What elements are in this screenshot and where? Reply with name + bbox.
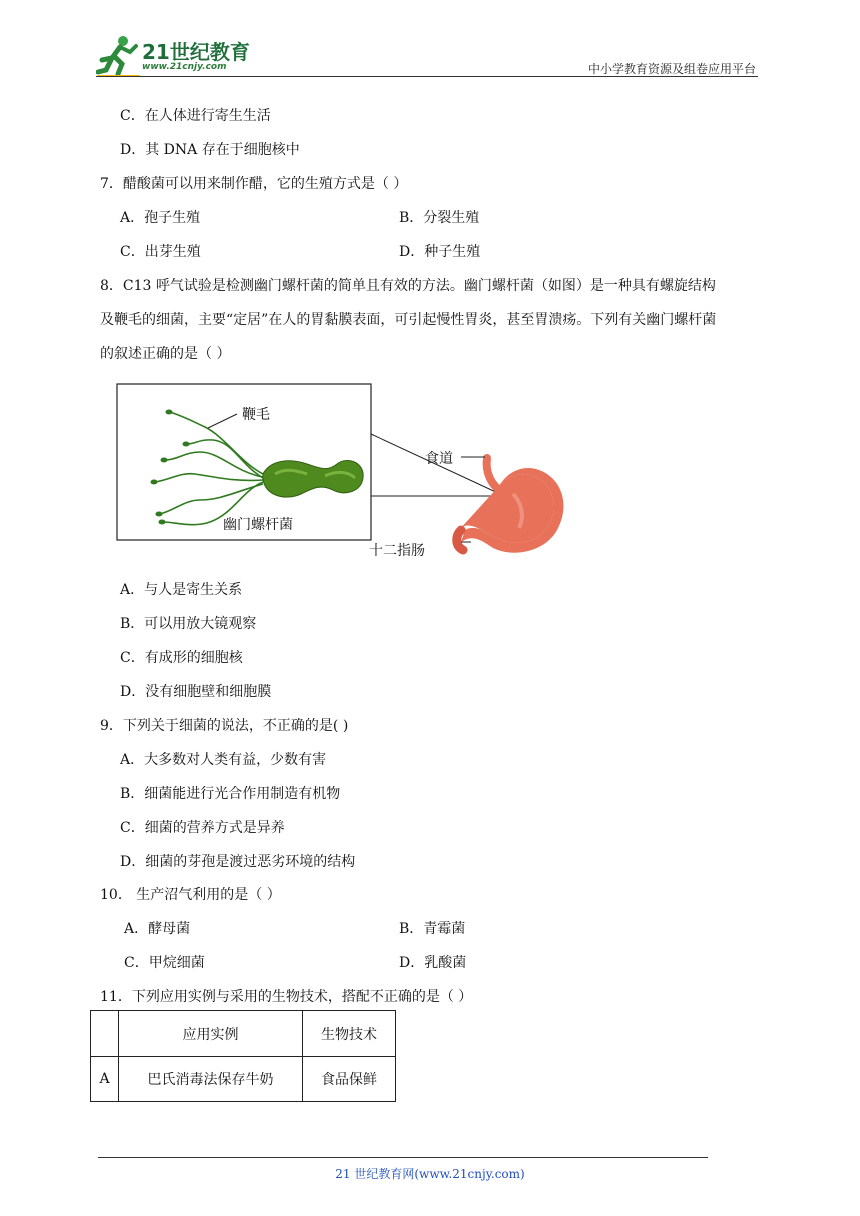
q7-option-d: D．种子生殖 — [399, 244, 481, 260]
q8-option-c: C．有成形的细胞核 — [120, 650, 243, 666]
label-duodenum: 十二指肠 — [369, 543, 425, 559]
q8-option-a: A．与人是寄生关系 — [120, 582, 243, 598]
q11-table — [90, 1010, 396, 1102]
platform-title: 中小学教育资源及组卷应用平台 — [587, 62, 756, 76]
q8-stem-line1: 8．C13 呼气试验是检测幽门螺杆菌的简单且有效的方法。幽门螺杆菌（如图）是一种具有螺旋结构 — [100, 278, 716, 294]
table-cell: 食品保鲜 — [303, 1057, 396, 1102]
q10-option-a: A．酵母菌 — [124, 921, 191, 937]
q11-stem: 11．下列应用实例与采用的生物技术，搭配不正确的是（ ） — [100, 989, 473, 1005]
label-bacterium: 幽门螺杆菌 — [223, 517, 293, 533]
table-header-cell — [91, 1011, 119, 1057]
bacterium-body — [263, 460, 363, 497]
q8-stem-line3: 的叙述正确的是（ ） — [100, 346, 231, 362]
table-header-row — [91, 1011, 396, 1057]
table-header-cell: 应用实例 — [119, 1011, 303, 1057]
label-flagella: 鞭毛 — [242, 407, 270, 423]
helicobacter-figure — [115, 382, 575, 568]
q9-option-d: D．细菌的芽孢是渡过恶劣环境的结构 — [120, 854, 356, 870]
q10-option-c: C．甲烷细菌 — [124, 955, 205, 971]
q8-option-d: D．没有细胞壁和细胞膜 — [120, 684, 272, 700]
q7-option-a: A．孢子生殖 — [120, 210, 201, 226]
q8-option-b: B．可以用放大镜观察 — [120, 616, 257, 632]
q9-option-a: A．大多数对人类有益，少数有害 — [120, 752, 327, 768]
q10-option-b: B．青霉菌 — [399, 921, 466, 937]
logo-text: 21世纪教育 — [142, 40, 250, 64]
footer-divider — [98, 1157, 708, 1158]
q9-option-c: C．细菌的营养方式是异养 — [120, 820, 285, 836]
site-logo — [96, 34, 261, 78]
figure-graphic — [115, 382, 575, 568]
q10-stem: 10． 生产沼气利用的是（ ） — [100, 887, 281, 903]
header-divider — [96, 76, 758, 77]
q6-option-d: D．其 DNA 存在于细胞核中 — [120, 142, 300, 158]
table-header-cell: 生物技术 — [303, 1011, 396, 1057]
q9-option-b: B．细菌能进行光合作用制造有机物 — [120, 786, 341, 802]
table-row — [91, 1057, 396, 1102]
table-cell: 巴氏消毒法保存牛奶 — [119, 1057, 303, 1102]
q6-option-c: C．在人体进行寄生生活 — [120, 108, 271, 124]
q7-option-b: B．分裂生殖 — [399, 210, 480, 226]
q7-option-c: C．出芽生殖 — [120, 244, 201, 260]
footer-text: 21 世纪教育网(www.21cnjy.com) — [335, 1167, 525, 1181]
q10-option-d: D．乳酸菌 — [399, 955, 467, 971]
logo-url: www.21cnjy.com — [142, 62, 227, 72]
q8-stem-line2: 及鞭毛的细菌，主要“定居”在人的胃黏膜表面，可引起慢性胃炎，甚至胃溃疡。下列有关幽门螺杆菌 — [100, 312, 717, 328]
label-esophagus: 食道 — [425, 451, 453, 467]
table-cell: A — [91, 1057, 119, 1102]
q9-stem: 9．下列关于细菌的说法，不正确的是( ) — [100, 718, 349, 734]
runner-logo-icon — [96, 34, 142, 78]
q7-stem: 7．醋酸菌可以用来制作醋，它的生殖方式是（ ） — [100, 176, 408, 192]
flagella-group — [155, 412, 263, 525]
